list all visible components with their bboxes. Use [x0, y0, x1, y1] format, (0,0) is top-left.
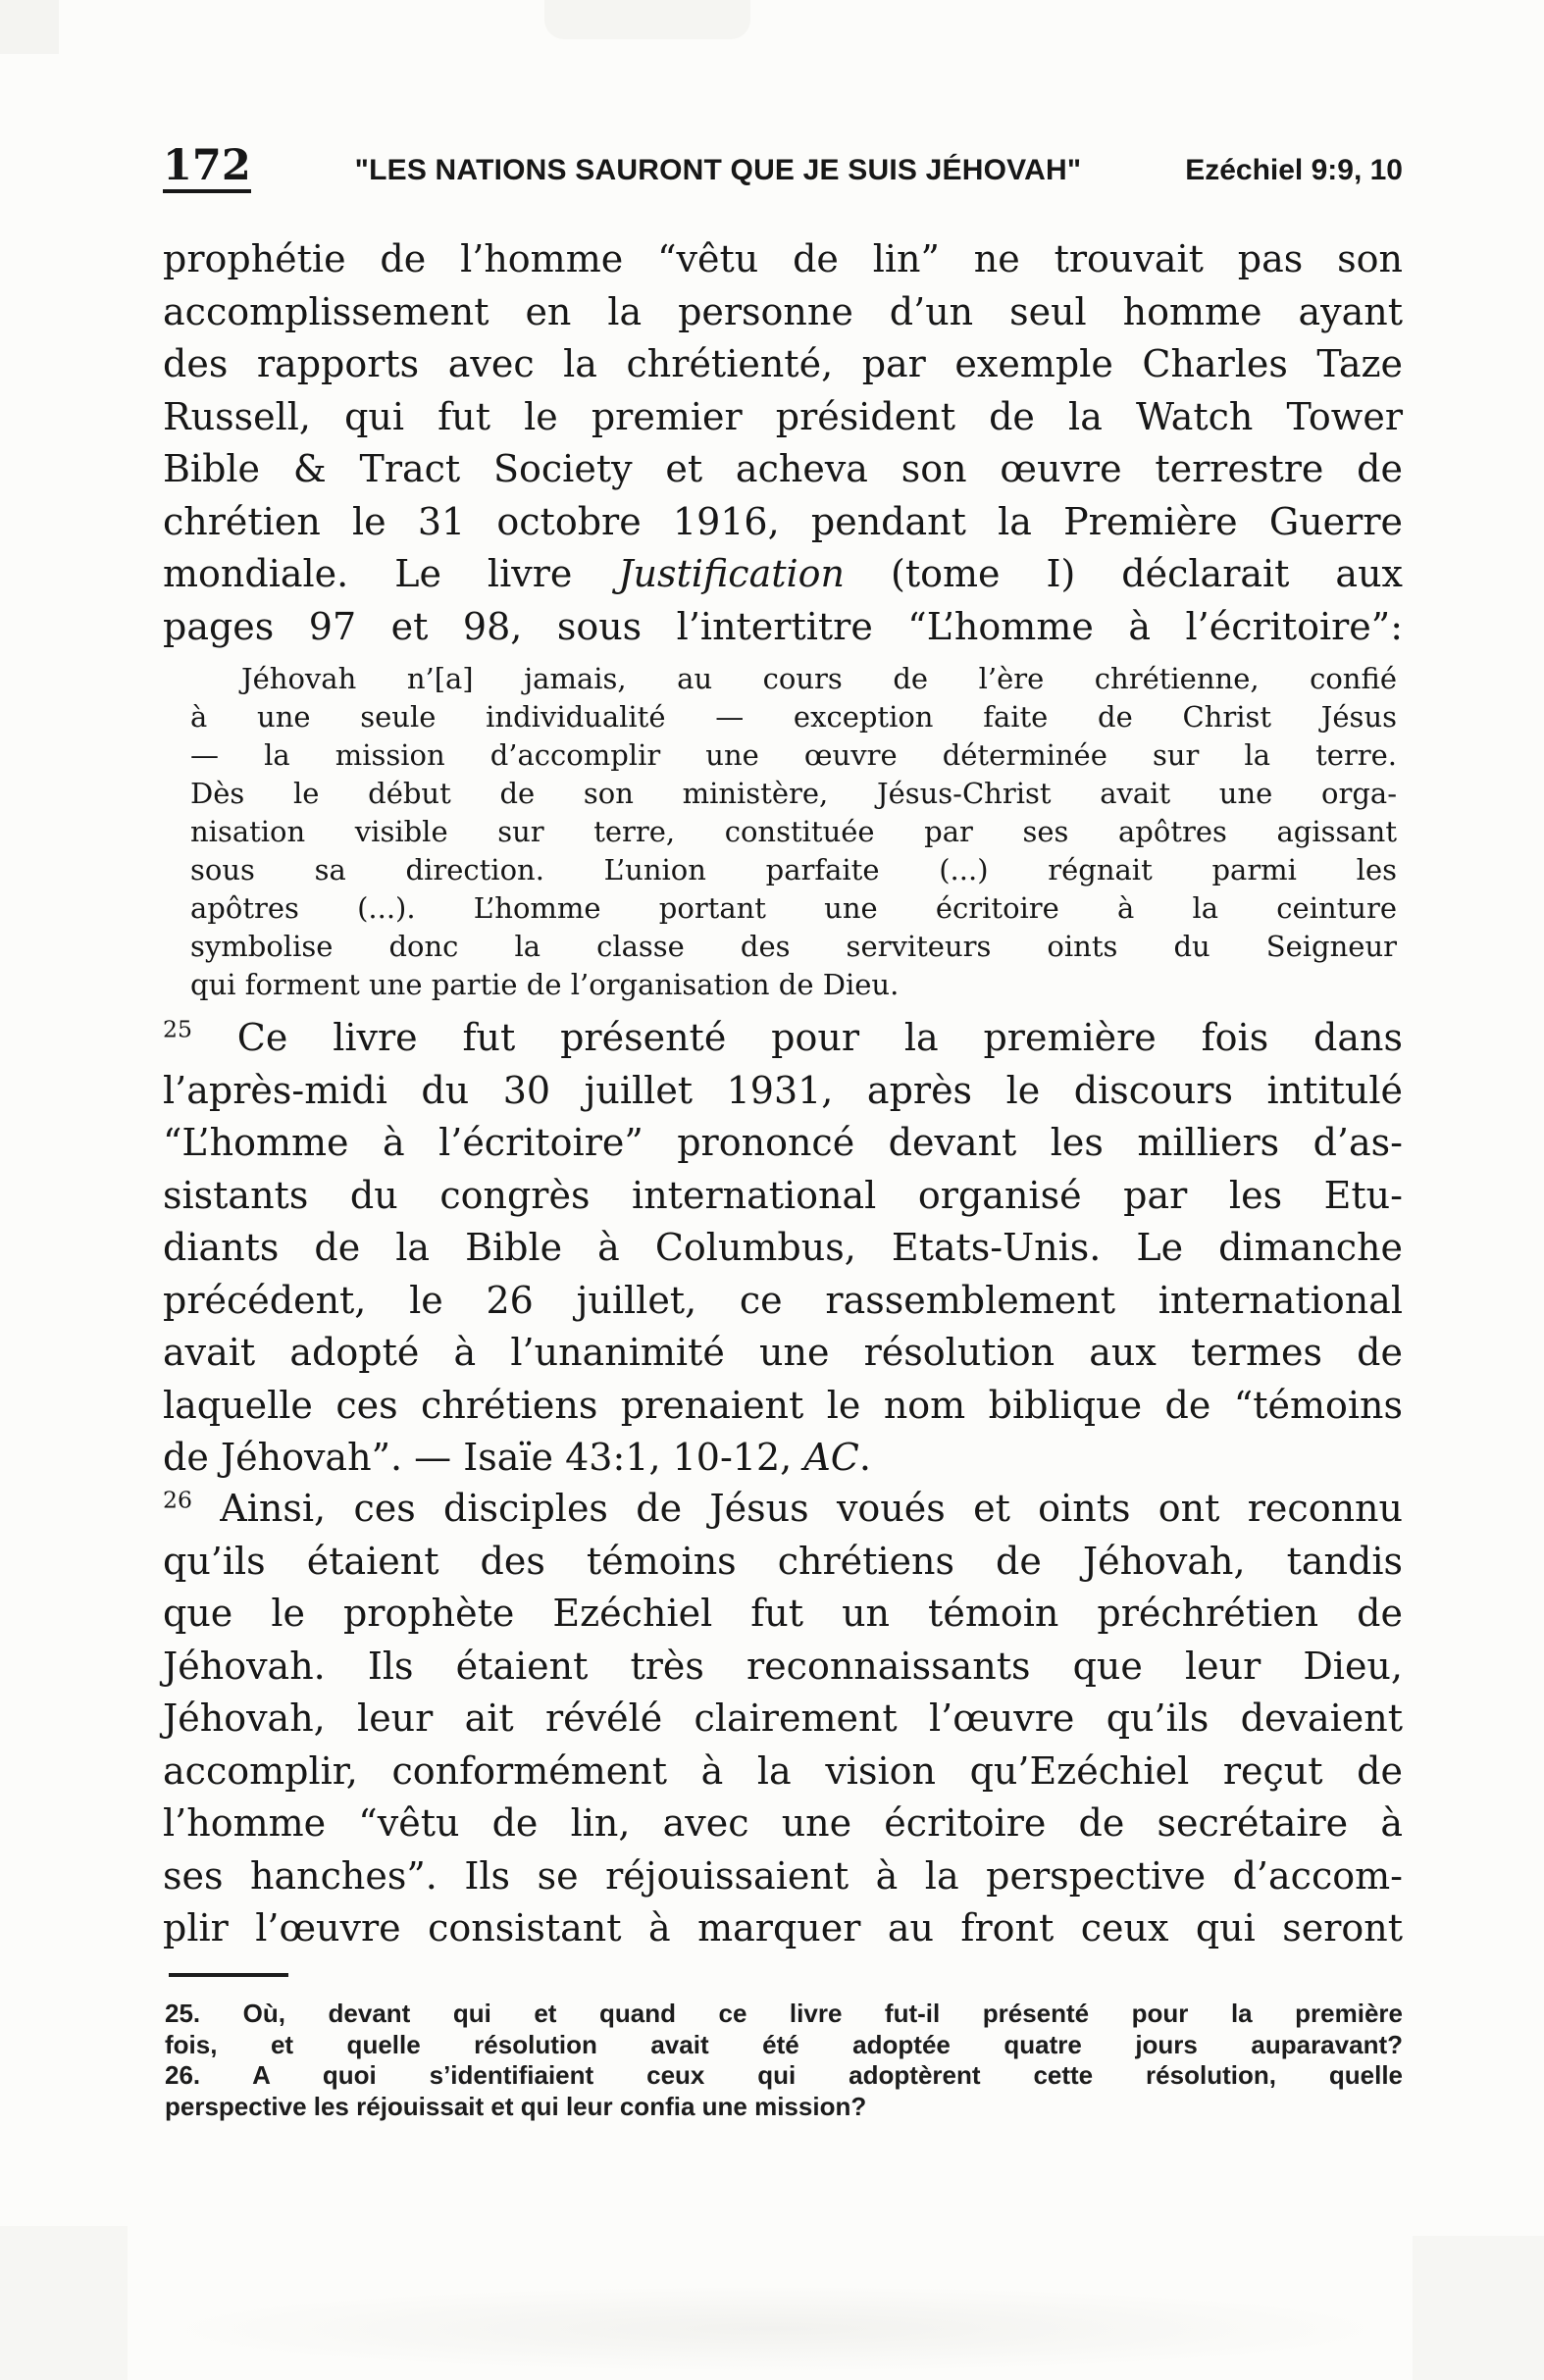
text-line — [190, 966, 1397, 1004]
text-line — [163, 1117, 1403, 1170]
text-line — [163, 601, 1403, 654]
text-line — [163, 338, 1403, 391]
text-line — [163, 1483, 1403, 1536]
text-segment: sous sa direction. L’union parfaite (...) régnait parmi les — [190, 853, 1397, 886]
text-segment: Ce livre fut présenté pour la première fois dans — [191, 1016, 1403, 1059]
text-segment: apôtres (...). L’homme portant une écritoire à la ceinture — [190, 891, 1397, 925]
page-header — [163, 141, 1403, 193]
text-segment: Dès le début de son ministère, Jésus-Christ avait une orga- — [190, 777, 1397, 810]
text-line — [163, 1222, 1403, 1275]
text-segment: plir l’œuvre consistant à marquer au front ceux qui seront — [163, 1906, 1403, 1950]
text-segment: (tome I) déclarait aux — [845, 552, 1403, 595]
text-line — [163, 1746, 1403, 1798]
paragraph-number: 26 — [163, 1486, 192, 1514]
text-line — [163, 1327, 1403, 1380]
text-line — [190, 851, 1397, 889]
scan-artifact — [147, 2285, 1403, 2373]
text-segment: accomplissement en la personne d’un seul homme ayant — [163, 289, 1403, 333]
text-segment: de Jéhovah”. — Isaïe 43:1, 10-12, — [163, 1436, 804, 1479]
scan-artifact — [0, 2226, 128, 2380]
paragraph-number: 25 — [163, 1015, 192, 1043]
text-segment: Bible & Tract Society et acheva son œuvre terrestre de — [163, 447, 1403, 490]
footnote-rule — [169, 1973, 288, 1977]
text-line — [165, 2092, 1403, 2123]
text-line — [163, 1170, 1403, 1223]
text-segment: diants de la Bible à Columbus, Etats-Unis. Le dimanche — [163, 1226, 1403, 1269]
text-segment: à une seule individualité — exception faite de Christ Jésus — [190, 700, 1397, 734]
text-segment: . — [858, 1436, 871, 1479]
text-line — [190, 698, 1397, 736]
text-segment: nisation visible sur terre, constituée par ses apôtres agissant — [190, 815, 1397, 848]
text-segment: Jéhovah. Ils étaient très reconnaissants que leur Dieu, — [163, 1644, 1403, 1688]
text-segment: avait adopté à l’unanimité une résolution aux termes de — [163, 1331, 1403, 1374]
italic-text: Justification — [618, 552, 846, 595]
text-segment: Jéhovah, leur ait révélé clairement l’œuvre qu’ils devaient — [163, 1696, 1403, 1740]
text-line — [163, 391, 1403, 444]
text-segment: des rapports avec la chrétienté, par exemple Charles Taze — [163, 342, 1403, 385]
text-line — [163, 496, 1403, 549]
verse-reference: Ezéchiel 9:9, 10 — [1185, 154, 1403, 186]
text-segment: Ainsi, ces disciples de Jésus voués et oints ont reconnu — [191, 1487, 1403, 1530]
text-line — [190, 928, 1397, 966]
text-line — [163, 1380, 1403, 1433]
block-quote — [190, 660, 1397, 1004]
scan-artifact — [0, 0, 59, 54]
text-segment: qu’ils étaient des témoins chrétiens de Jéhovah, tandis — [163, 1539, 1403, 1583]
text-line — [163, 1693, 1403, 1746]
page-number: 172 — [163, 145, 251, 193]
text-line — [190, 813, 1397, 851]
text-line — [163, 1275, 1403, 1328]
text-line — [163, 1798, 1403, 1850]
text-line — [165, 2030, 1403, 2061]
text-line — [163, 1588, 1403, 1641]
paragraph-continuation — [163, 233, 1403, 653]
text-segment: 26. A quoi s’identifiaient ceux qui adoptèrent cette résolution, quelle — [165, 2060, 1403, 2090]
text-segment: prophétie de l’homme “vêtu de lin” ne trouvait pas son — [163, 237, 1403, 280]
text-segment: précédent, le 26 juillet, ce rassemblement international — [163, 1278, 1403, 1322]
text-line — [163, 1641, 1403, 1694]
text-line — [163, 286, 1403, 339]
text-line — [163, 548, 1403, 601]
text-segment: accomplir, conformément à la vision qu’Ezéchiel reçut de — [163, 1748, 1403, 1793]
text-line — [163, 1536, 1403, 1589]
text-segment: que le prophète Ezéchiel fut un témoin préchrétien de — [163, 1592, 1403, 1635]
text-line — [163, 1012, 1403, 1065]
text-line — [163, 1065, 1403, 1118]
text-line — [165, 1999, 1403, 2030]
text-line — [163, 443, 1403, 496]
text-segment: qui forment une partie de l’organisation de Dieu. — [190, 968, 900, 1001]
text-line — [163, 1902, 1403, 1955]
paragraph-26 — [163, 1483, 1403, 1955]
text-segment: laquelle ces chrétiens prenaient le nom biblique de “témoins — [163, 1383, 1403, 1427]
text-line — [190, 889, 1397, 928]
text-line — [163, 1850, 1403, 1903]
text-segment: 25. Où, devant qui et quand ce livre fut-il présenté pour la première — [165, 1999, 1403, 2028]
text-line — [163, 233, 1403, 286]
scan-artifact — [544, 0, 750, 39]
text-segment: Russell, qui fut le premier président de la Watch Tower — [163, 394, 1403, 438]
paragraph-25 — [163, 1012, 1403, 1485]
text-line — [190, 660, 1397, 698]
text-segment: pages 97 et 98, sous l’intertitre “L’homme à l’écritoire”: — [163, 604, 1403, 648]
text-segment: sistants du congrès international organisé par les Etu- — [163, 1173, 1403, 1217]
text-segment: chrétien le 31 octobre 1916, pendant la Première Guerre — [163, 499, 1403, 543]
text-line — [163, 1432, 1403, 1485]
text-segment: “L’homme à l’écritoire” prononcé devant les milliers d’as- — [163, 1121, 1403, 1164]
italic-text: AC — [803, 1436, 859, 1479]
text-segment: perspective les réjouissait et qui leur confia une mission? — [165, 2091, 867, 2121]
text-segment: l’homme “vêtu de lin, avec une écritoire de secrétaire à — [163, 1801, 1403, 1845]
study-questions — [165, 1999, 1403, 2122]
text-line — [190, 736, 1397, 775]
text-segment: symbolise donc la classe des serviteurs oints du Seigneur — [190, 930, 1397, 963]
text-segment: ses hanches”. Ils se réjouissaient à la perspective d’accom- — [163, 1853, 1403, 1898]
text-line — [165, 2060, 1403, 2092]
text-segment: mondiale. Le livre — [163, 552, 619, 595]
text-segment: l’après-midi du 30 juillet 1931, après le discours intitulé — [163, 1068, 1403, 1112]
text-segment: — la mission d’accomplir une œuvre déterminée sur la terre. — [190, 738, 1397, 772]
text-segment: fois, et quelle résolution avait été adoptée quatre jours auparavant? — [165, 2029, 1403, 2059]
text-segment: Jéhovah n’[a] jamais, au cours de l’ère chrétienne, confié — [241, 662, 1397, 695]
text-line — [190, 775, 1397, 813]
running-title: "LES NATIONS SAURONT QUE JE SUIS JÉHOVAH" — [354, 154, 1082, 186]
scan-artifact — [1413, 2236, 1544, 2380]
